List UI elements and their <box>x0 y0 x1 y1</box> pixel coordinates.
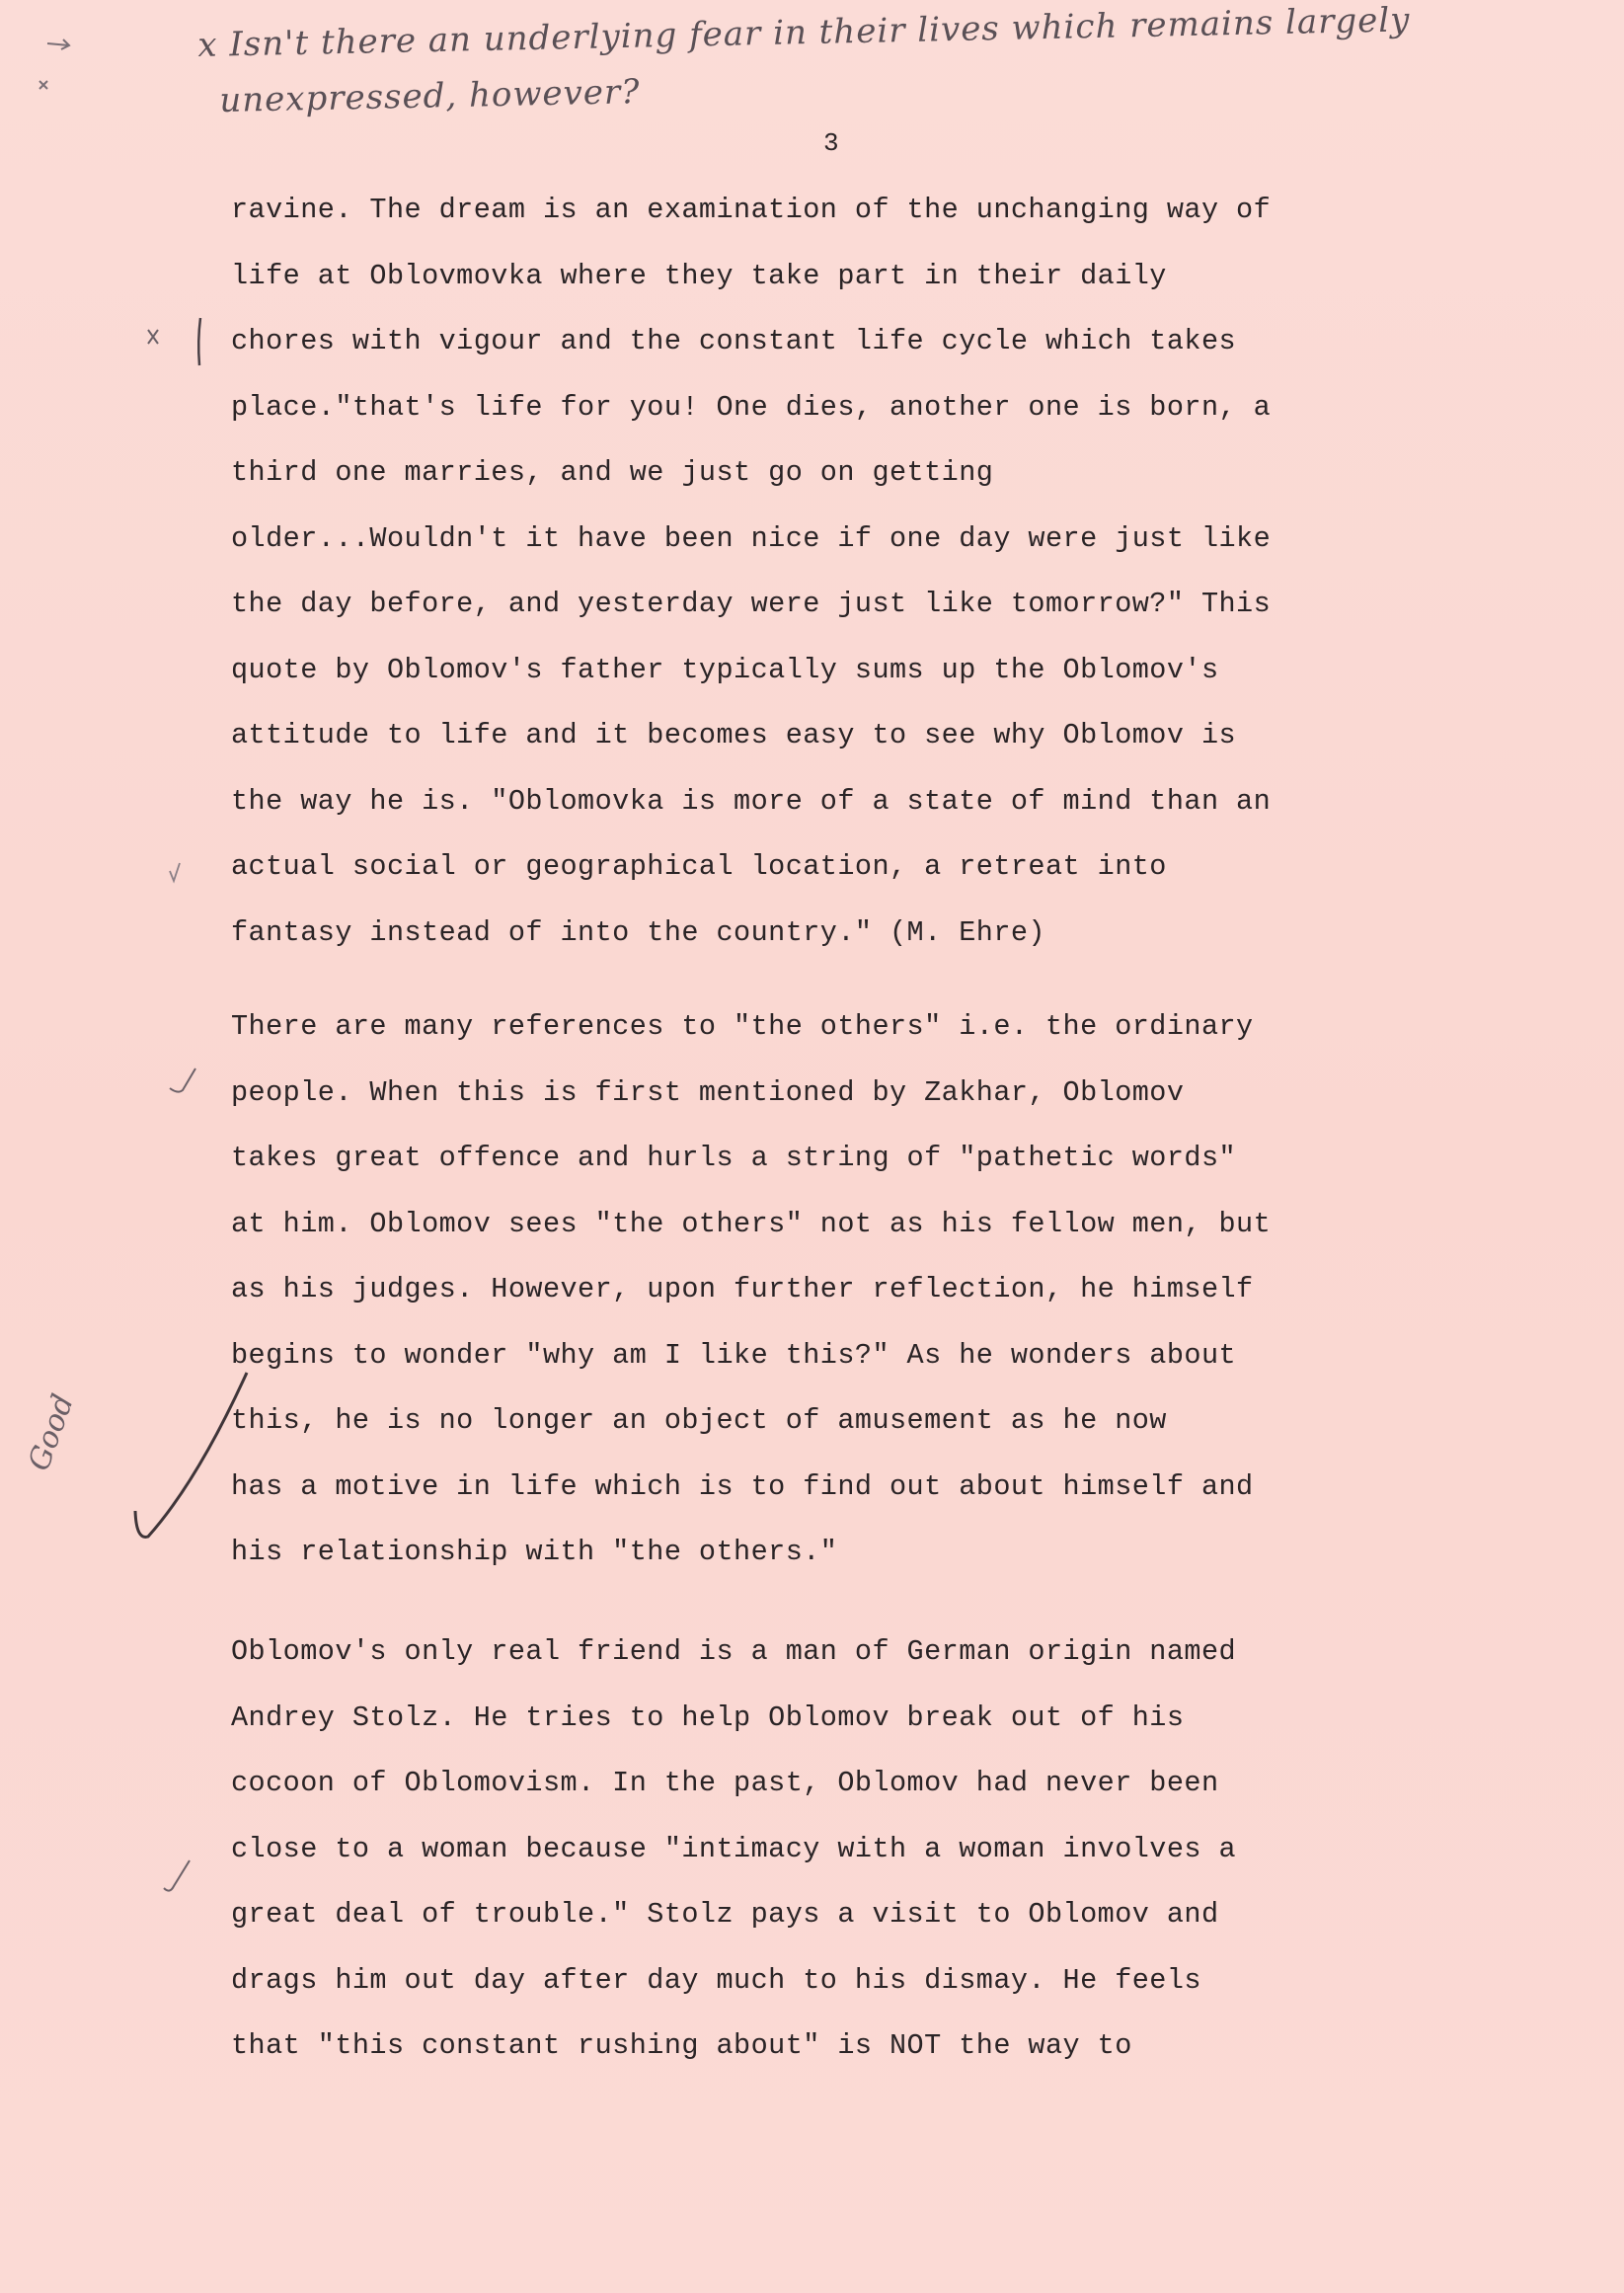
cross-mark-icon <box>148 330 158 344</box>
paragraph-2 <box>231 994 1475 1586</box>
text-line: has a motive in life which is to find out about himself and <box>231 1469 1254 1503</box>
text-line: Oblomov's only real friend is a man of German origin named <box>231 1635 1237 1668</box>
text-line: There are many references to "the others" i.e. the ordinary <box>231 1010 1254 1043</box>
text-line: fantasy instead of into the country." (M. Ehre) <box>231 915 1045 949</box>
text-line: cocoon of Oblomovism. In the past, Oblomov had never been <box>231 1767 1219 1799</box>
handwritten-annotation-line1: x Isn't there an underlying fear in their lives which remains largely <box>197 0 1411 65</box>
text-line: third one marries, and we just go on getting <box>231 456 994 489</box>
tick-mark-icon <box>164 1860 190 1891</box>
text-line: actual social or geographical location, a retreat into <box>231 850 1167 883</box>
text-line: attitude to life and it becomes easy to see why Oblomov is <box>231 719 1237 751</box>
text-line: takes great offence and hurls a string of "pathetic words" <box>231 1142 1237 1174</box>
text-line: the day before, and yesterday were just like tomorrow?" This <box>231 588 1272 620</box>
arrow-mark-icon <box>47 40 69 49</box>
handwritten-annotation-line2: unexpressed, however? <box>219 72 641 120</box>
vertical-bar-mark-icon <box>198 318 200 365</box>
tick-mark-icon <box>170 1068 195 1092</box>
text-line: close to a woman because "intimacy with a woman involves a <box>231 1832 1237 1865</box>
text-line: that "this constant rushing about" is NOT the way to <box>231 2029 1132 2062</box>
text-line: this, he is no longer an object of amusement as he now <box>231 1404 1167 1437</box>
text-line: Andrey Stolz. He tries to help Oblomov break out of his <box>231 1700 1185 1734</box>
text-line: people. When this is first mentioned by Zakhar, Oblomov <box>231 1075 1185 1109</box>
text-line: begins to wonder "why am I like this?" As he wonders about <box>231 1338 1237 1372</box>
text-line: at him. Oblomov sees "the others" not as his fellow men, but <box>231 1207 1272 1240</box>
paragraph-3 <box>231 1620 1475 2080</box>
text-line: quote by Oblomov's father typically sums up the Oblomov's <box>231 653 1219 686</box>
page-number: 3 <box>823 128 839 158</box>
text-line: chores with vigour and the constant life cycle which takes <box>231 325 1237 357</box>
margin-note-good: Good <box>22 1389 82 1475</box>
paragraph-1 <box>231 178 1475 966</box>
text-line: as his judges. However, upon further reflection, he himself <box>231 1273 1254 1305</box>
text-line: drags him out day after day much to his dismay. He feels <box>231 1963 1201 1997</box>
tick-mark-icon <box>170 863 180 881</box>
asterisk-mark-icon <box>39 81 47 89</box>
text-line: older...Wouldn't it have been nice if one day were just like <box>231 521 1272 555</box>
text-line: ravine. The dream is an examination of the unchanging way of <box>231 194 1272 226</box>
text-line: his relationship with "the others." <box>231 1536 838 1568</box>
text-line: place."that's life for you! One dies, another one is born, a <box>231 390 1272 424</box>
text-line: life at Oblovmovka where they take part in their daily <box>231 259 1167 292</box>
text-line: the way he is. "Oblomovka is more of a state of mind than an <box>231 784 1272 818</box>
text-line: great deal of trouble." Stolz pays a visit to Oblomov and <box>231 1898 1219 1931</box>
